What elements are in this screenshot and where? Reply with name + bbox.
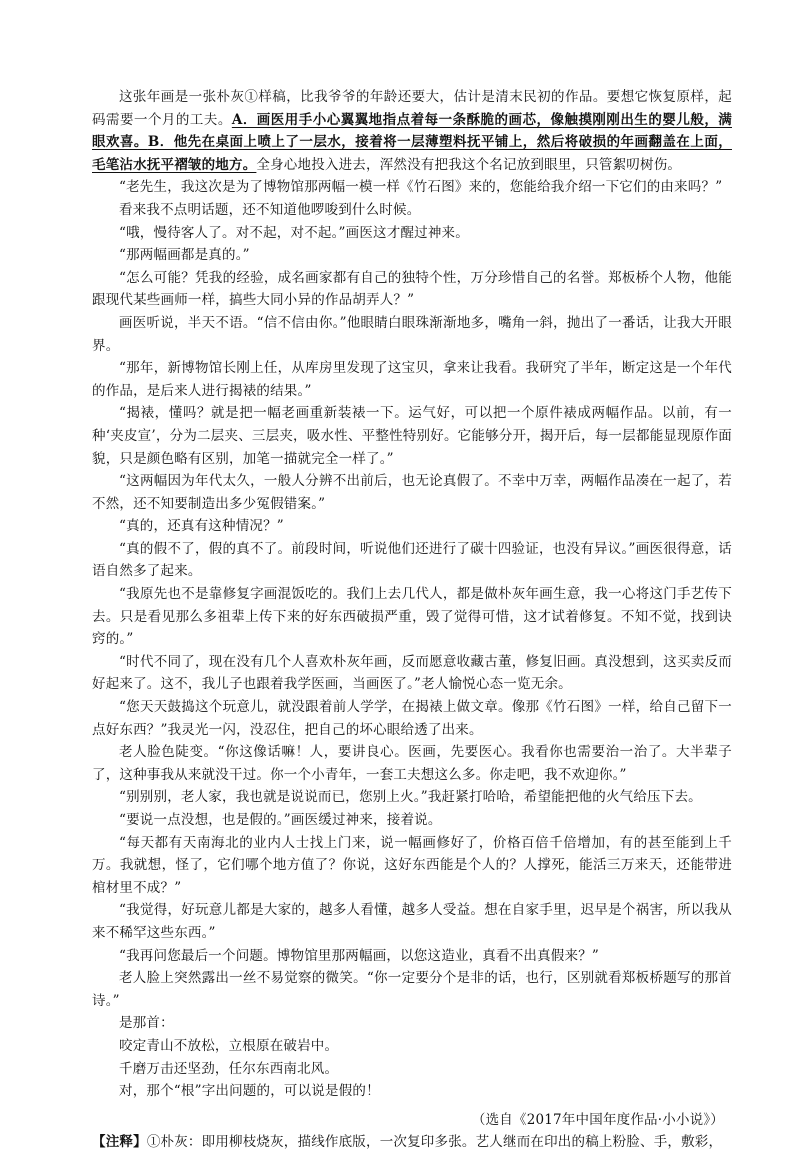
- paragraph-5: “那两幅画都是真的。”: [119, 247, 250, 264]
- paragraph-11: “真的，还真有这种情况？”: [119, 518, 284, 535]
- paragraph-13: “我原先也不是靠修复字画混饭吃的。我们上去几代人，都是做朴灰年画生意，我一心将这门手艺传下去。只是看见那么多祖辈上传下来的好东西破损严重，毁了觉得可惜，这才试着修复。不知不觉，找到诀窍的。”: [92, 586, 732, 648]
- paragraph-9: “揭裱，懂吗？就是把一幅老画重新装裱一下。运气好，可以把一个原件裱成两幅作品。以前，有一种‘夹皮宣’，分为二层夹、三层夹，吸水性、平整性特别好。它能够分开，揭开后，每一层都能显现原作面貌，只是颜色略有区别，加笔一描就完全一样了。”: [92, 405, 732, 467]
- paragraph-3: 看来我不点明话题，还不知道他啰唆到什么时候。: [119, 201, 421, 218]
- footnote-text: ①朴灰：即用柳枝烧灰，描线作底版，一次复印多张。艺人继而在印出的稿上粉脸、手，敷彩，: [146, 1134, 723, 1151]
- option-b-text: B．他先在桌面上喷上了一层水，接着将一层薄塑料抚平铺上，然后将破损的年画翻盖在上面，毛笔沾水抚平褶皱的地方。: [92, 134, 732, 173]
- paragraph-14: “时代不同了，现在没有几个人喜欢朴灰年画，反而愿意收藏古董，修复旧画。真没想到，这买卖反而好起来了。这不，我儿子也跟着我学医画，当画医了。”老人愉悦心态一览无余。: [92, 653, 732, 693]
- paragraph-21: “我再问您最后一个问题。博物馆里那两幅画，以您这造业，真看不出真假来？”: [119, 947, 600, 964]
- poem-intro: 是那首：: [119, 1015, 174, 1032]
- option-a-text: A．画医用手小心翼翼地指点着每一条酥脆的画芯，像触摸刚刚出生的婴儿般，满眼欢喜。: [92, 111, 732, 151]
- paragraph-1-tail: 全身心地投入进去，浑然没有把我这个名记放到眼里，只管絮叨树伤。: [256, 156, 682, 173]
- paragraph-2: “老先生，我这次是为了博物馆那两幅一模一样《竹石图》来的，您能给我介绍一下它们的由来吗？”: [119, 179, 723, 196]
- footnote: [92, 1131, 732, 1154]
- footnote-tag: 【注释】: [92, 1134, 147, 1151]
- paragraph-20: “我觉得，好玩意儿都是大家的，越多人看懂，越多人受益。想在自家手里，迟早是个祸害，所以我从来不稀罕这些东西。”: [92, 902, 732, 941]
- poem-outro: 对，那个“根”字出问题的，可以说是假的！: [119, 1083, 380, 1100]
- paragraph-19: “每天都有天南海北的业内人士找上门来，说一幅画修好了，价格百倍千倍增加，有的甚至能到上千万。我就想，怪了，它们哪个地方值了？你说，这好东西能是个人的？人撑死，能活三万来天，还能带进棺材里不成？”: [92, 834, 732, 896]
- paragraph-1: [92, 86, 732, 176]
- article-page: [92, 86, 732, 1154]
- poem-block: [92, 1012, 732, 1102]
- poem-line-1: 咬定青山不放松，立根原在破岩中。: [119, 1037, 339, 1054]
- paragraph-6: “怎么可能？凭我的经验，成名画家都有自己的独特个性，万分珍惜自己的名誉。郑板桥个人物，他能跟现代某些画师一样，搞些大同小异的作品胡弄人？”: [92, 269, 732, 309]
- paragraph-7: 画医听说，半天不语。“信不信由你。”他眼睛白眼珠渐渐地多，嘴角一斜，抛出了一番话，让我大开眼界。: [92, 314, 732, 354]
- paragraph-15: “您天天鼓捣这个玩意儿，就没跟着前人学学，在揭裱上做文章。像那《竹石图》一样，给自己留下一点好东西？”我灵光一闪，没忍住，把自己的坏心眼给透了出来。: [92, 699, 732, 738]
- paragraph-22: 老人脸上突然露出一丝不易觉察的微笑。“你一定要分个是非的话，也行，区别就看郑板桥题写的那首诗。”: [92, 970, 732, 1009]
- source-citation: （选自《2017年中国年度作品·小小说》）: [471, 1111, 724, 1128]
- paragraph-8: “那年，新博物馆长刚上任，从库房里发现了这宝贝，拿来让我看。我研究了半年，断定这是一个年代的作品，是后来人进行揭裱的结果。”: [92, 360, 732, 399]
- paragraph-10: “这两幅因为年代太久，一般人分辨不出前后，也无论真假了。不幸中万幸，两幅作品凑在一起了，若不然，还不知要制造出多少冤假错案。”: [92, 473, 732, 512]
- paragraph-12: “真的假不了，假的真不了。前段时间，听说他们还进行了碳十四验证，也没有异议。”画医很得意，话语自然多了起来。: [92, 540, 732, 580]
- paragraph-1-text: 这张年画是一张朴灰①样稿，比我爷爷的年龄还要大，估计是清末民初的作品。要想它恢复原样，起码需要一个月的工夫。: [92, 89, 732, 128]
- paragraph-4: “哦，慢待客人了。对不起，对不起。”画医这才醒过神来。: [119, 224, 469, 241]
- paragraph-16: 老人脸色陡变。“你这像话嘛！人，要讲良心。医画，先要医心。我看你也需要治一治了。大半辈子了，这种事我从来就没干过。你一个小青年，一套工夫想这么多。你走吧，我不欢迎你。”: [92, 744, 732, 783]
- paragraph-18: “要说一点没想，也是假的。”画医缓过神来，接着说。: [119, 812, 442, 828]
- poem-line-2: 千磨万击还坚劲，任尔东西南北风。: [119, 1060, 339, 1077]
- paragraph-17: “别别别，老人家，我也就是说说而已，您别上火。”我赶紧打哈哈，希望能把他的火气给压下去。: [119, 789, 702, 806]
